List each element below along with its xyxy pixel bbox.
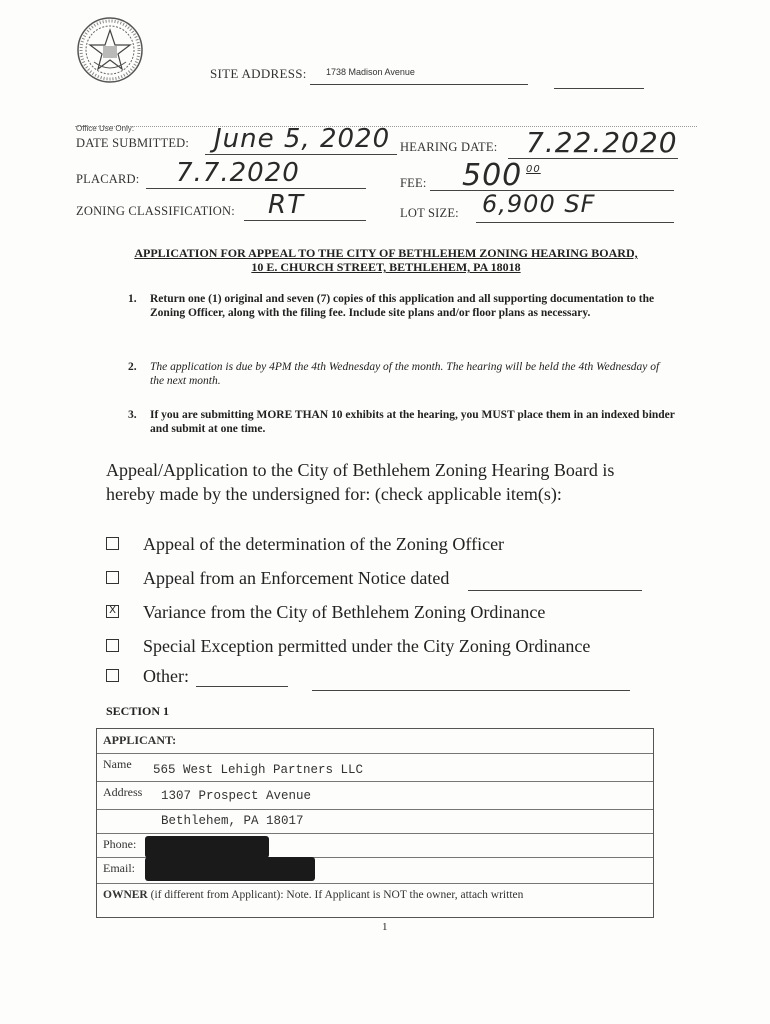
option-appeal-enforcement[interactable] xyxy=(106,568,449,589)
page-number: 1 xyxy=(382,921,388,933)
placard-value[interactable]: 7.7.2020 xyxy=(176,158,300,188)
lot-size-value[interactable]: 6,900 SF xyxy=(482,190,596,218)
option-label: Appeal of the determination of the Zoning Officer xyxy=(143,534,505,554)
fee-cents: 00 xyxy=(526,164,541,175)
phone-label: Phone: xyxy=(103,837,137,851)
address-row xyxy=(97,781,653,810)
date-submitted-label: DATE SUBMITTED: xyxy=(76,136,190,150)
instruction-number: 2. xyxy=(128,361,137,373)
instruction-number: 3. xyxy=(128,409,137,421)
placard-line xyxy=(146,188,366,189)
lot-size-line xyxy=(476,222,674,223)
applicant-label: APPLICANT: xyxy=(103,733,177,747)
date-submitted-line xyxy=(205,154,397,155)
option-appeal-determination[interactable] xyxy=(106,534,504,555)
phone-row xyxy=(97,833,653,858)
form-address: 10 E. CHURCH STREET, BETHLEHEM, PA 18018 xyxy=(251,260,521,274)
instruction-text: If you are submitting MORE THAN 10 exhibits at the hearing, you MUST place them in an indexed binder and submit at one time. xyxy=(150,409,675,435)
instruction-text: The application is due by 4PM the 4th Wednesday of the month. The hearing will be held the 4th Wednesday of the next month. xyxy=(150,361,660,387)
checkbox[interactable] xyxy=(106,537,119,550)
phone-redaction xyxy=(145,836,269,858)
site-address-value[interactable]: 1738 Madison Avenue xyxy=(326,67,415,77)
date-submitted-value[interactable]: June 5, 2020 xyxy=(214,124,391,154)
fee-value[interactable]: 500 xyxy=(462,158,523,193)
zoning-classification-value[interactable]: RT xyxy=(268,190,304,220)
checkbox-checked[interactable]: X xyxy=(106,605,119,618)
option-other[interactable] xyxy=(106,666,189,687)
address-label: Address xyxy=(103,785,143,799)
option-label: Other: xyxy=(143,666,189,686)
owner-note: (if different from Applicant): Note. If Applicant is NOT the owner, attach written xyxy=(150,889,524,901)
zoning-classification-label: ZONING CLASSIFICATION: xyxy=(76,204,235,218)
application-intro: Appeal/Application to the City of Bethlehem Zoning Hearing Board is hereby made by the undersigned for: (check applicable item(s): xyxy=(106,460,615,504)
lot-size-label: LOT SIZE: xyxy=(400,206,459,220)
email-label: Email: xyxy=(103,861,135,875)
site-address-line xyxy=(310,84,528,85)
zoning-classification-line xyxy=(244,220,366,221)
address-line1-value[interactable]: 1307 Prospect Avenue xyxy=(161,789,312,803)
section-title: SECTION 1 xyxy=(106,704,170,718)
other-line-1 xyxy=(196,686,288,687)
hearing-date-value[interactable]: 7.22.2020 xyxy=(526,126,678,159)
site-address-label: SITE ADDRESS: xyxy=(210,66,307,81)
applicant-header-row xyxy=(97,729,653,754)
option-label: Variance from the City of Bethlehem Zoning Ordinance xyxy=(143,602,546,622)
name-row xyxy=(97,753,653,782)
office-use-label: Office Use Only: xyxy=(76,124,135,133)
option-label: Special Exception permitted under the City Zoning Ordinance xyxy=(143,636,591,656)
owner-label: OWNER xyxy=(103,889,148,901)
placard-label: PLACARD: xyxy=(76,172,140,186)
instruction-1 xyxy=(128,292,676,336)
checkbox[interactable] xyxy=(106,639,119,652)
instruction-3 xyxy=(128,408,676,438)
instruction-2 xyxy=(128,360,676,390)
option-label: Appeal from an Enforcement Notice dated xyxy=(143,568,450,588)
form-title: APPLICATION FOR APPEAL TO THE CITY OF BETHLEHEM ZONING HEARING BOARD, xyxy=(134,246,638,260)
name-label: Name xyxy=(103,757,132,771)
instruction-number: 1. xyxy=(128,293,137,305)
city-seal-icon xyxy=(76,16,144,84)
hearing-date-label: HEARING DATE: xyxy=(400,140,498,154)
option-variance[interactable] xyxy=(106,602,545,623)
owner-row xyxy=(97,883,653,916)
checkbox[interactable] xyxy=(106,571,119,584)
instruction-text: Return one (1) original and seven (7) copies of this application and all supporting documentation to the Zoning Officer, along with the filing fee. Include site plans and/or floor plans as necessary. xyxy=(150,293,655,319)
name-value[interactable]: 565 West Lehigh Partners LLC xyxy=(153,763,364,777)
other-line-2 xyxy=(312,690,630,691)
enforcement-date-line xyxy=(468,590,642,591)
option-special-exception[interactable] xyxy=(106,636,590,657)
checkbox[interactable] xyxy=(106,669,119,682)
email-redaction xyxy=(145,857,315,881)
applicant-table xyxy=(96,728,654,918)
address-row-2 xyxy=(97,809,653,834)
owner-text xyxy=(103,889,523,901)
email-row xyxy=(97,857,653,884)
site-address-line-extra xyxy=(554,88,644,89)
address-line2-value[interactable]: Bethlehem, PA 18017 xyxy=(161,814,304,828)
fee-label: FEE: xyxy=(400,176,427,190)
